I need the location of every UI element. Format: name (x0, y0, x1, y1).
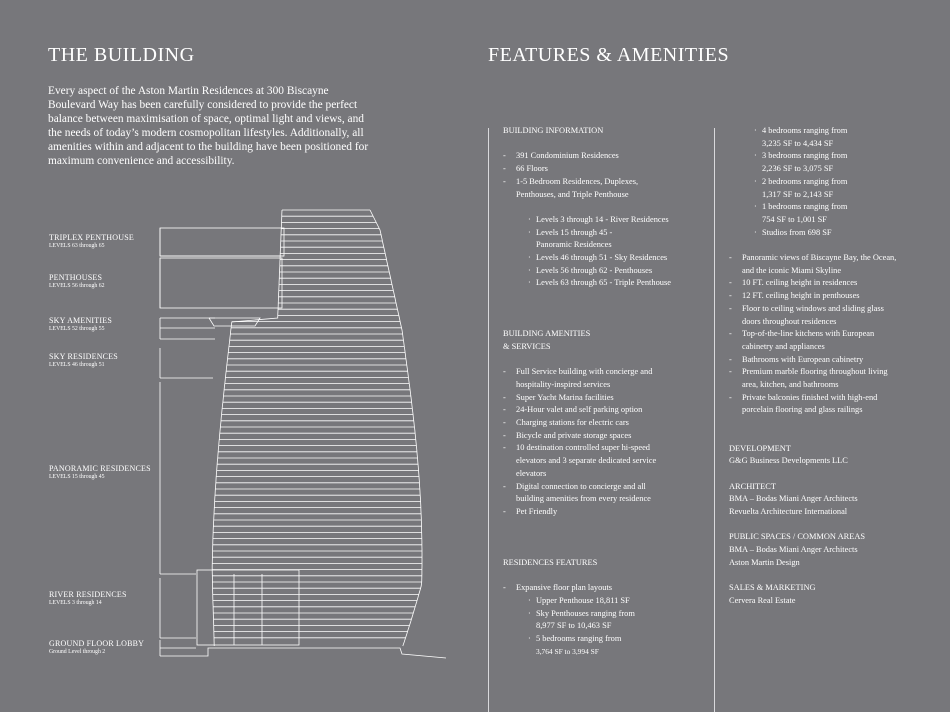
residences-list (503, 582, 708, 658)
list-item: - Charging stations for electric cars (503, 417, 708, 430)
list-item: - Pet Friendly (503, 506, 708, 519)
intro-paragraph: Every aspect of the Aston Martin Residences at 300 Biscayne Boulevard Way has been carefully considered to provide the perfect balance between maximisation of space, optimal light and views, and the needs of today’s modern cosmopolitan lifestyles. Additionally, all amenities within and adjacent to the building have been positioned for maximum convenience and accessibility. (48, 85, 369, 168)
credit-label: DEVELOPMENT (729, 443, 791, 453)
list-item: and the iconic Miami Skyline (742, 265, 842, 275)
list-item: - Full Service building with concierge and (503, 366, 708, 379)
level-name: PANORAMIC RESIDENCES (49, 464, 151, 473)
list-item: - Digital connection to concierge and all (503, 481, 708, 494)
list-item: elevators and 3 separate dedicated service (516, 456, 657, 466)
level-name: PENTHOUSES (49, 273, 103, 282)
list-item: - Top-of-the-line kitchens with European (729, 328, 944, 341)
list-item: - 12 FT. ceiling height in penthouses (729, 290, 944, 303)
list-item: - Bicycle and private storage spaces (503, 430, 708, 443)
level-name: RIVER RESIDENCES (49, 590, 127, 599)
credit-value: BMA – Bodas Miani Anger Architects (729, 545, 858, 555)
level-range: Ground Level through 2 (49, 649, 106, 655)
credit-label: ARCHITECT (729, 481, 776, 491)
list-item: - 66 Floors (503, 163, 708, 176)
list-item: 2,236 SF to 3,075 SF (762, 164, 834, 174)
list-item: area, kitchen, and bathrooms (742, 380, 839, 390)
building-section-drawing (0, 0, 470, 712)
tower-outline (212, 210, 282, 646)
credit-development (729, 443, 944, 468)
residence-features-list (729, 252, 944, 417)
list-item: · 2 bedrooms ranging from (754, 176, 848, 186)
list-item: - Private balconies finished with high-end (729, 392, 944, 405)
list-item: · Upper Penthouse 18,811 SF (503, 595, 708, 608)
page-title-building: THE BUILDING (48, 44, 195, 66)
list-item: hospitality-inspired services (516, 379, 611, 389)
credit-architect (729, 481, 944, 519)
level-range: LEVELS 56 through 62 (49, 283, 105, 289)
list-item: - 10 destination controlled super hi-speed (503, 442, 708, 455)
level-range: LEVELS 52 through 55 (49, 326, 105, 332)
residences-heading: RESIDENCES FEATURES (503, 557, 598, 567)
list-item: Panoramic Residences (536, 240, 612, 250)
credit-value: Revuelta Architecture International (729, 507, 848, 517)
list-item: · 4 bedrooms ranging from (754, 126, 848, 135)
list-item: · Levels 56 through 62 - Penthouses (503, 265, 708, 278)
list-item: · Levels 63 through 65 - Triple Penthouse (503, 277, 708, 290)
list-item: · Levels 3 through 14 - River Residences (503, 214, 708, 227)
column-divider-left (488, 128, 489, 712)
building-levels-list (503, 214, 708, 290)
level-range: LEVELS 46 through 51 (49, 362, 105, 368)
building-zone-markers (160, 228, 446, 658)
list-item: 3,764 SF to 3,994 SF (536, 646, 599, 656)
list-item: - Bathrooms with European cabinetry (729, 354, 944, 367)
bedroom-sizes-list (729, 125, 944, 239)
list-item: - Floor to ceiling windows and sliding glass (729, 303, 944, 316)
credit-sales-marketing (729, 582, 944, 607)
list-item: elevators (516, 468, 547, 478)
features-column-2 (729, 125, 944, 608)
credit-value: Cervera Real Estate (729, 595, 796, 605)
list-item: cabinetry and appliances (742, 341, 825, 351)
credit-value: BMA – Bodas Miani Anger Architects (729, 494, 858, 504)
building-floors (212, 210, 422, 646)
list-item: porcelain flooring and glass railings (742, 405, 863, 415)
credit-label: PUBLIC SPACES / COMMON AREAS (729, 532, 866, 542)
list-item: · 1 bedrooms ranging from (754, 202, 848, 212)
list-item: · Levels 15 through 45 - (503, 227, 708, 240)
list-item: - Panoramic views of Biscayne Bay, the Ocean, (729, 252, 944, 265)
list-item: 754 SF to 1,001 SF (762, 214, 827, 224)
list-item: · Levels 46 through 51 - Sky Residences (503, 252, 708, 265)
list-item: · 3 bedrooms ranging from (754, 151, 848, 161)
list-item: · 5 bedrooms ranging from (503, 633, 708, 646)
list-item: · Studios from 698 SF (754, 227, 832, 237)
amenities-list (503, 366, 708, 518)
page-title-features: FEATURES & AMENITIES (488, 44, 730, 66)
list-item: - Super Yacht Marina facilities (503, 392, 708, 405)
credit-value: G&G Business Developments LLC (729, 456, 848, 466)
list-item: - Expansive floor plan layouts (503, 582, 708, 595)
list-item: building amenities from every residence (516, 494, 651, 504)
column-divider-middle (714, 128, 715, 712)
credit-value: Aston Martin Design (729, 557, 800, 567)
level-name: GROUND FLOOR LOBBY (49, 639, 145, 648)
tower-outline (370, 210, 422, 646)
list-item: 1,317 SF to 2,143 SF (762, 189, 834, 199)
list-item: - Premium marble flooring throughout living (729, 366, 944, 379)
list-item: - 24-Hour valet and self parking option (503, 404, 708, 417)
building-info-list (503, 150, 708, 201)
features-column-1 (503, 125, 708, 658)
building-info-heading: BUILDING INFORMATION (503, 126, 604, 135)
level-name: SKY RESIDENCES (49, 352, 118, 361)
level-name: SKY AMENITIES (49, 316, 112, 325)
credit-public-spaces (729, 531, 944, 569)
list-item: 8,977 SF to 10,463 SF (536, 621, 612, 631)
list-item: - 391 Condominium Residences (503, 150, 708, 163)
list-item: doors throughout residences (742, 316, 837, 326)
level-name: TRIPLEX PENTHOUSE (49, 233, 134, 242)
level-range: LEVELS 63 through 65 (49, 243, 105, 249)
list-item: · Sky Penthouses ranging from (503, 608, 708, 621)
level-range: LEVELS 15 through 45 (49, 474, 105, 480)
list-item: Penthouses, and Triple Penthouse (516, 189, 629, 199)
amenities-heading: BUILDING AMENITIES (503, 329, 591, 339)
level-range: LEVELS 3 through 14 (49, 600, 102, 606)
amenities-heading-2: & SERVICES (503, 341, 551, 351)
list-item: - 1-5 Bedroom Residences, Duplexes, (503, 176, 708, 189)
credit-label: SALES & MARKETING (729, 583, 816, 593)
list-item: - 10 FT. ceiling height in residences (729, 277, 944, 290)
list-item: 3,235 SF to 4,434 SF (762, 138, 834, 148)
